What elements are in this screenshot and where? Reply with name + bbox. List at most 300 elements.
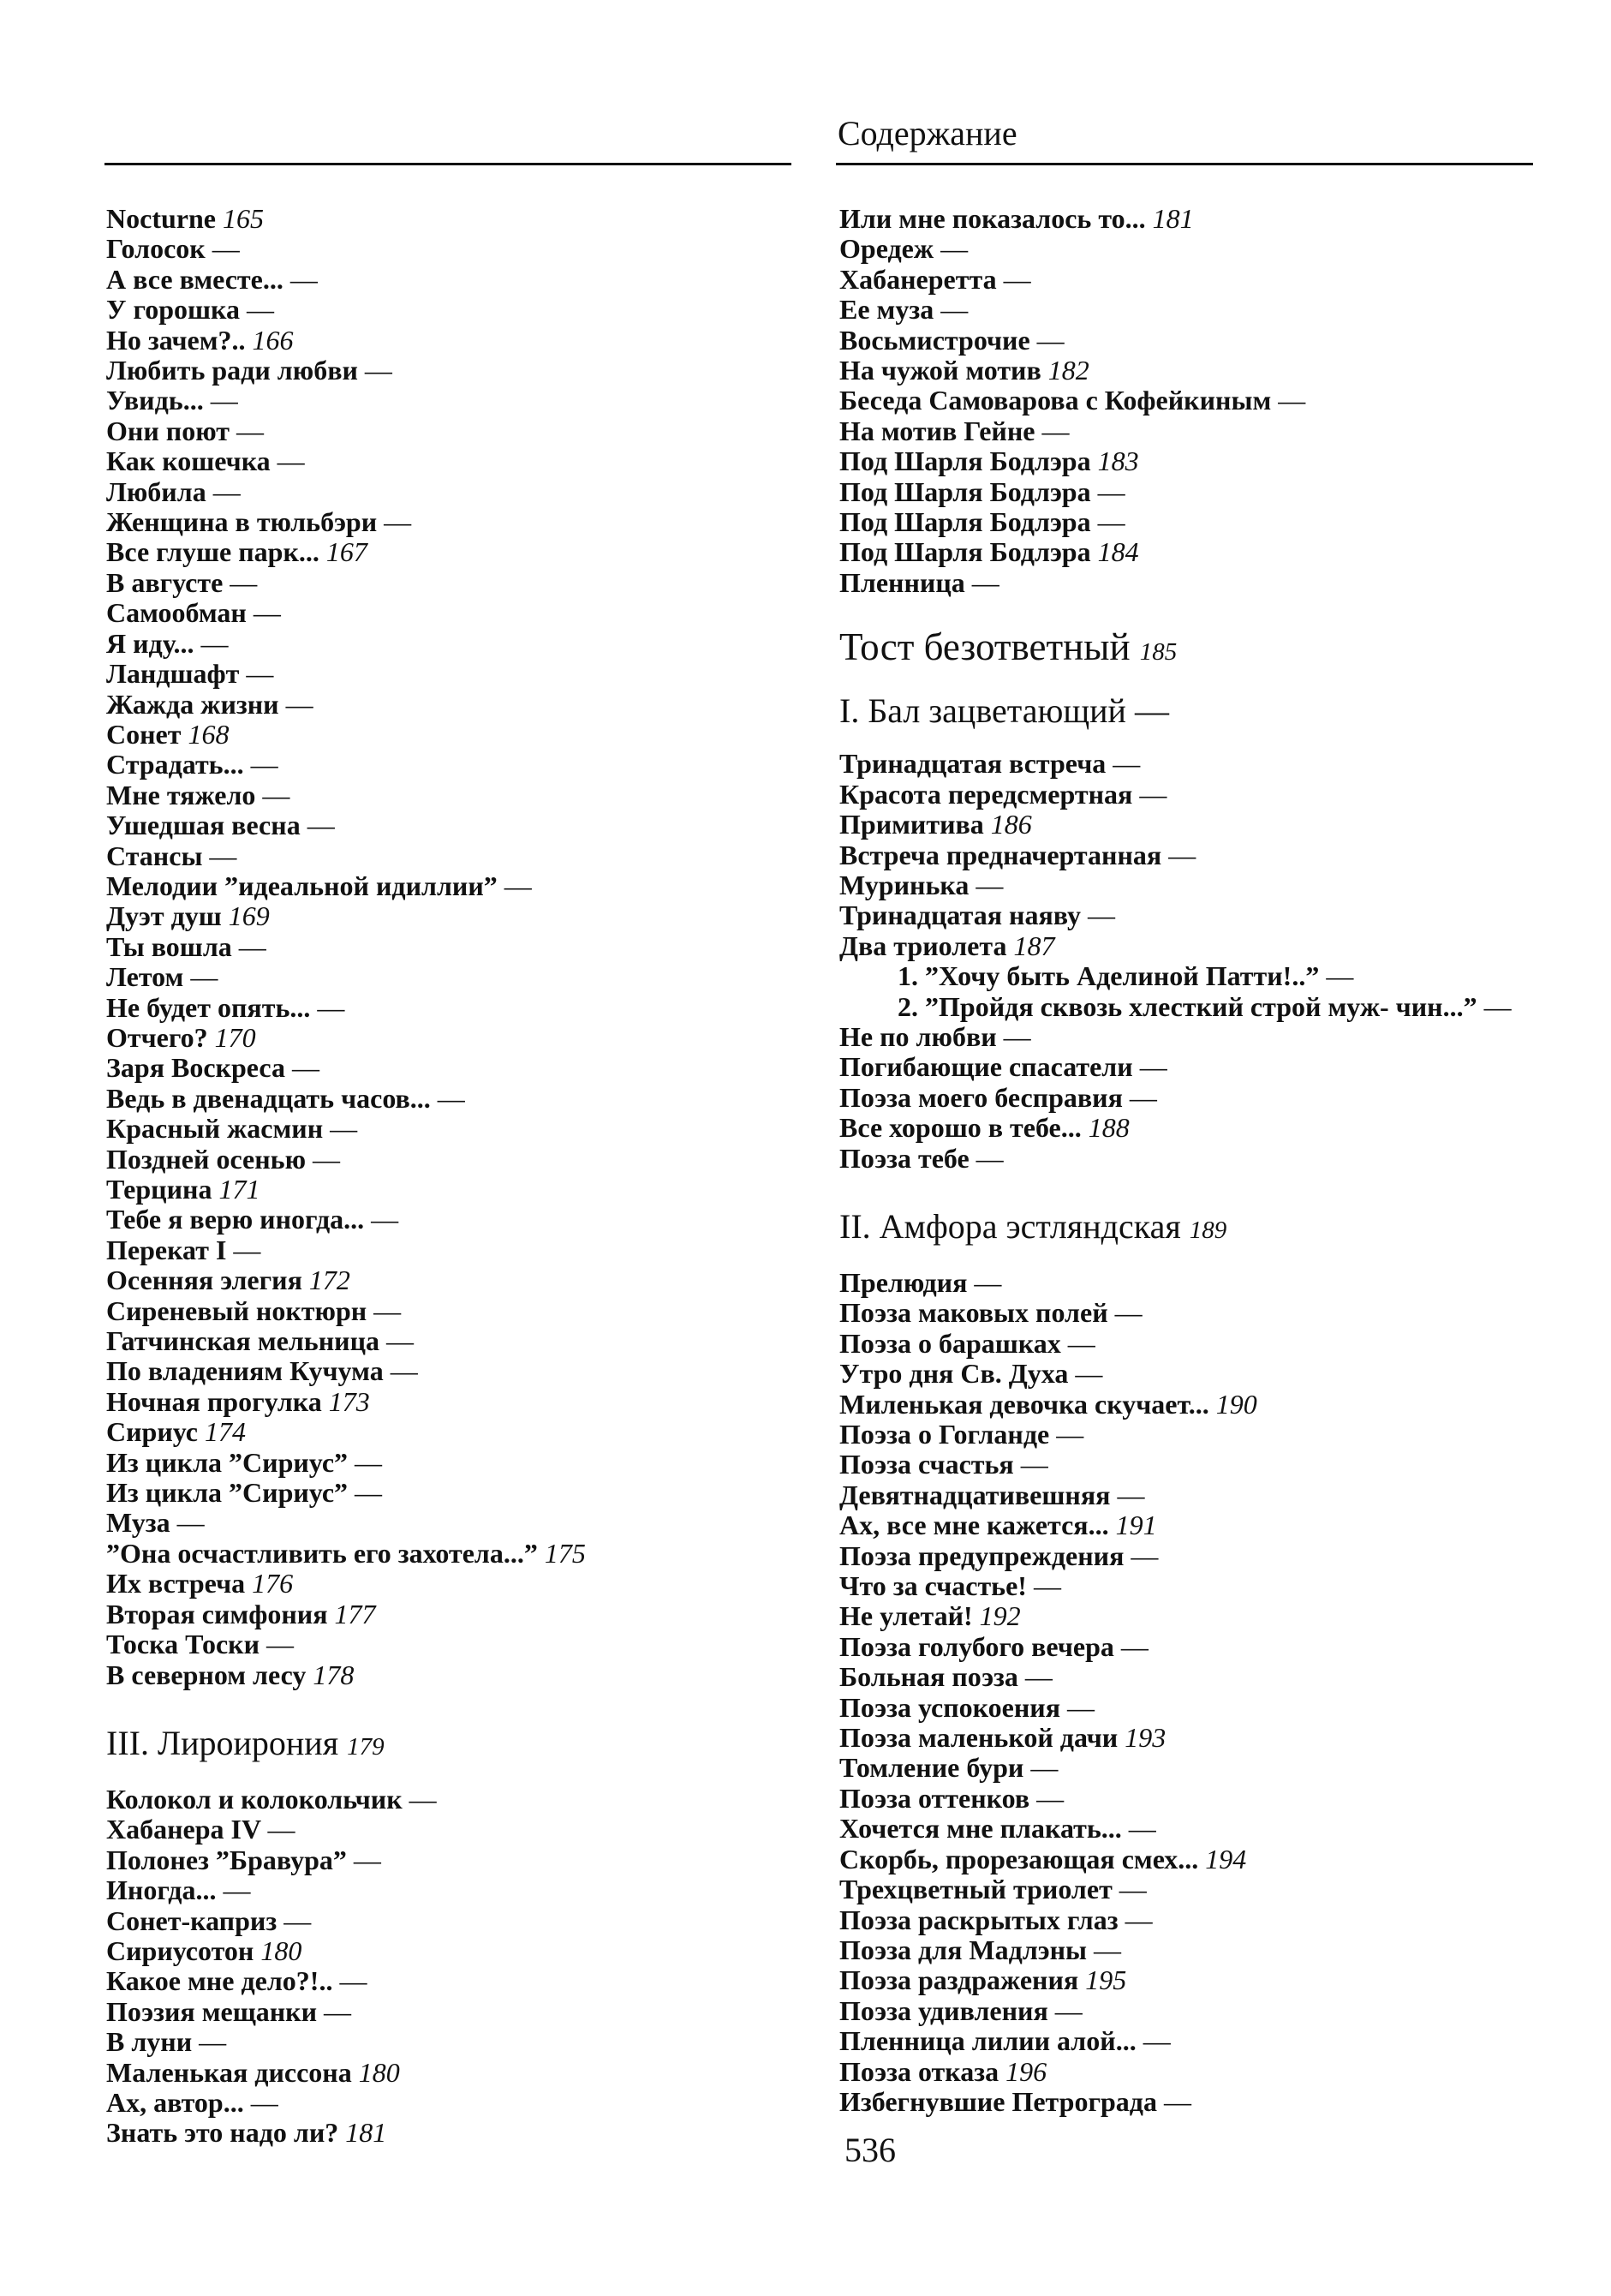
page-dash: — [212,233,240,265]
page-ref: 194 [1205,1843,1247,1874]
toc-entry [106,1906,791,1936]
entry-title-continuation: чин...” [1395,990,1477,1022]
entry-title: В луни [106,2026,193,2058]
entry-title: Из цикла ”Сириус” [106,1477,349,1509]
page-dash: — [1094,1934,1122,1965]
page-ref: 181 [1152,203,1194,234]
entry-title: Хочется мне плакать... [839,1813,1122,1845]
page-dash: — [1041,415,1070,446]
page-dash: — [1134,691,1169,731]
entry-title: На чужой мотив [839,355,1041,386]
toc-entry [839,1662,1533,1692]
entry-title: Беседа Самоварова с Кофейкиным [839,385,1272,416]
toc-section-heading [839,691,1533,732]
toc-entry [106,416,791,446]
entry-title: Красота передсмертная [839,778,1133,810]
page-dash: — [1054,1994,1083,2026]
page-dash: — [250,2086,278,2118]
page-dash: — [223,1874,251,1906]
toc-entry [106,326,791,356]
page-dash: — [1139,778,1167,810]
section-title: II. Амфора эстляндская [839,1206,1181,1246]
page-ref: 180 [358,2056,400,2088]
toc-sub-entry [839,992,1533,1022]
entry-title: Под Шарля Бодлэра [839,445,1091,477]
page-dash: — [364,355,392,386]
toc-entry [839,900,1533,930]
entry-title: Ночная прогулка [106,1385,322,1417]
toc-entry [839,386,1533,416]
page-dash: — [176,1507,205,1539]
page-dash: — [246,658,274,690]
toc-entry [106,1569,791,1599]
toc-left-column [106,204,791,2149]
entry-title: Поэза счастья [839,1449,1014,1480]
page-dash: — [200,627,229,659]
toc-entry [106,1205,791,1235]
entry-title: У горошка [106,294,240,326]
page-dash: — [317,991,345,1023]
page-dash: — [1020,1449,1048,1480]
page-dash: — [504,870,532,901]
entry-title: Дуэт душ [106,900,222,932]
entry-title: Что за счастье! [839,1570,1027,1602]
entry-title: Поэза для Мадлэны [839,1934,1088,1965]
entry-title: Восьмистрочие [839,324,1030,356]
page-dash: — [283,1904,312,1936]
page-dash: — [974,1266,1002,1298]
toc-entry [839,1359,1533,1389]
page-dash: — [199,2026,227,2058]
entry-title: Тебе я верю иногда... [106,1204,365,1235]
entry-title: Тоска Тоски [106,1629,260,1660]
toc-entry [839,1753,1533,1783]
entry-title: На мотив Гейне [839,415,1035,446]
toc-entry [839,1845,1533,1874]
entry-title: Ах, автор... [106,2086,244,2118]
toc-entry [839,568,1533,598]
page-dash: — [233,1234,261,1265]
page-ref: 181 [345,2117,387,2149]
toc-entry [106,1356,791,1386]
toc-entry [106,1539,791,1569]
page-ref: 172 [308,1265,350,1296]
entry-title: Поэзия мещанки [106,1995,318,2027]
toc-entry [106,1478,791,1508]
toc-entry [106,780,791,810]
entry-title: Ушедшая весна [106,810,301,841]
toc-entry [839,1935,1533,1965]
entry-title: Поэза о барашках [839,1327,1061,1359]
toc-entry [106,810,791,840]
entry-title: Муринька [839,869,970,900]
entry-title: Избегнувшие Петрограда [839,2085,1157,2117]
page-ref: 188 [1088,1112,1130,1144]
entry-title: Сонет-каприз [106,1904,277,1936]
page-ref: 182 [1047,355,1089,386]
page-dash: — [1067,1691,1095,1723]
toc-entry [839,1268,1533,1298]
entry-title: Не будет опять... [106,991,311,1023]
toc-entry [839,1814,1533,1844]
page-dash: — [1056,1419,1084,1450]
entry-title: Как кошечка [106,445,271,477]
entry-title: Скорбь, прорезающая смех... [839,1843,1199,1874]
entry-title: Примитива [839,809,984,840]
toc-entry [839,204,1533,234]
section-spacer [106,1690,791,1723]
entry-title: Или мне показалось то... [839,203,1146,234]
page-ref: 191 [1115,1510,1157,1541]
entry-title: Терцина [106,1174,212,1205]
entry-title: Стансы [106,840,203,871]
toc-entry [106,1966,791,1996]
page-ref: 193 [1125,1722,1166,1754]
page-dash: — [210,385,238,416]
entry-title: Сириусотон [106,1934,254,1966]
entry-title: Сиреневый ноктюрн [106,1294,367,1326]
toc-entry [839,1450,1533,1480]
entry-title: Хабанера IV [106,1814,261,1845]
toc-entry [839,1632,1533,1662]
entry-title: Погибающие спасатели [839,1051,1133,1083]
entry-title: Иногда... [106,1874,217,1906]
toc-entry [839,1723,1533,1753]
page-dash: — [437,1082,465,1114]
page-ref: 177 [334,1598,376,1629]
entry-title: Девятнадцативешняя [839,1479,1111,1510]
entry-title: Поэза раздражения [839,1964,1079,1996]
page-number: 536 [844,2131,896,2169]
page-dash: — [1036,1782,1065,1814]
page-dash: — [409,1783,437,1815]
entry-title: Поэза успокоения [839,1691,1061,1723]
page-dash: — [1030,1752,1059,1784]
page-dash: — [390,1355,418,1387]
page-dash: — [289,263,318,295]
page-dash: — [1003,1020,1031,1052]
entry-title: А все вместе... [106,263,283,295]
entry-title: Под Шарля Бодлэра [839,506,1091,538]
entry-title: Страдать... [106,749,244,780]
toc-entry [839,870,1533,900]
toc-entry [839,931,1533,961]
toc-entry [839,840,1533,870]
toc-entry [839,1298,1533,1328]
page-dash: — [373,1294,402,1326]
page-dash: — [1114,1297,1143,1329]
page-dash: — [1168,839,1196,870]
toc-entry [106,932,791,962]
entry-title: Под Шарля Бодлэра [839,475,1091,507]
entry-title: Поэза оттенков [839,1782,1030,1814]
entry-title: Поэза тебе [839,1142,970,1174]
entry-title: Не по любви [839,1020,997,1052]
page-dash: — [1125,1904,1153,1935]
page-ref: 192 [979,1600,1021,1632]
entry-title: 2. ”Пройдя сквозь хлесткий строй муж- [898,990,1389,1022]
page-dash: — [246,294,274,326]
page-ref: 170 [214,1021,256,1053]
entry-title: Ты вошла [106,930,232,962]
toc-entry [106,1997,791,2027]
toc-entry [106,1114,791,1144]
toc-entry [106,598,791,628]
toc-entry [839,1571,1533,1601]
toc-right-column [839,204,1533,2117]
entry-title: Хабанеретта [839,263,997,295]
entry-title: Какое мне дело?!.. [106,1965,333,1997]
toc-entry [106,386,791,416]
entry-title: Они поют [106,415,230,446]
entry-title: Любила [106,475,206,507]
entry-title: Муза [106,1507,170,1539]
page-dash: — [262,779,290,810]
toc-entry [106,1084,791,1114]
toc-entry [106,720,791,750]
entry-title: Знать это надо ли? [106,2117,339,2149]
toc-entry [106,1175,791,1205]
page-dash: — [1003,263,1031,295]
page-dash: — [1131,1540,1159,1571]
toc-entry [106,750,791,780]
page-ref: 180 [260,1934,302,1966]
page-dash: — [1483,990,1512,1022]
toc-entry [106,568,791,598]
toc-entry [106,1023,791,1053]
entry-title: Гатчинская мельница [106,1325,380,1357]
entry-title: Колокол и колокольчик [106,1783,403,1815]
entry-title: Ах, все мне кажется... [839,1510,1109,1541]
toc-entry [106,1815,791,1845]
entry-title: Увидь... [106,385,204,416]
toc-entry [839,1052,1533,1082]
page-ref: 166 [252,324,294,356]
page-dash: — [353,1844,381,1875]
page-dash: — [1097,475,1125,507]
toc-sub-entry [839,961,1533,991]
page-dash: — [266,1629,295,1660]
toc-entry [106,1417,791,1447]
toc-entry [106,993,791,1023]
toc-entry [839,234,1533,264]
page-dash: — [976,1142,1004,1174]
page-dash: — [253,597,281,629]
toc-entry [106,690,791,720]
toc-entry [106,1387,791,1417]
entry-title: Все глуше парк... [106,536,319,568]
entry-title: В августе [106,566,224,598]
entry-title: Под Шарля Бодлэра [839,536,1091,568]
page-dash: — [1278,385,1306,416]
toc-entry [839,416,1533,446]
entry-title: Осенняя элегия [106,1265,302,1296]
toc-entry [106,871,791,901]
entry-title: В северном лесу [106,1659,307,1690]
page-dash: — [1326,960,1354,992]
page-ref: 185 [1139,638,1178,667]
toc-entry [839,1965,1533,1995]
toc-entry [839,2087,1533,2117]
page-ref: 186 [990,809,1032,840]
page-ref: 168 [188,718,230,750]
page-dash: — [1075,1358,1103,1390]
toc-entry [106,1785,791,1815]
entry-title: Поэза удивления [839,1994,1048,2026]
entry-title: Поэза раскрытых глаз [839,1904,1119,1935]
entry-title: Встреча предначертанная [839,839,1162,870]
toc-entry [106,1599,791,1629]
entry-title: Голосок [106,233,206,265]
toc-entry [839,477,1533,507]
page-dash: — [330,1113,358,1145]
entry-title: Перекат I [106,1234,227,1265]
page-dash: — [190,961,218,993]
toc-entry [106,537,791,567]
page-dash: — [1087,900,1115,931]
toc-entry [106,477,791,507]
toc-entry [106,2058,791,2088]
entry-title: Жажда жизни [106,688,279,720]
toc-entry [106,1235,791,1265]
page-ref: 183 [1097,445,1139,477]
entry-title: Поэза предупреждения [839,1540,1125,1571]
entry-title: Ее муза [839,294,934,326]
toc-entry [839,1480,1533,1510]
page-ref: 187 [1013,930,1055,961]
toc-section-heading [839,1206,1533,1251]
toc-entry [839,1083,1533,1113]
toc-entry [106,962,791,992]
page-dash: — [324,1995,352,2027]
toc-entry [839,1022,1533,1052]
entry-title: Мелодии ”идеальной идиллии” [106,870,498,901]
toc-entry [839,749,1533,779]
toc-entry [106,629,791,659]
section-spacer [839,598,1533,624]
entry-title: Женщина в тюльбэри [106,506,378,538]
toc-entry [839,1510,1533,1540]
page-dash: — [1097,506,1125,538]
page-ref: 195 [1085,1964,1127,1996]
toc-entry [839,1996,1533,2026]
entry-title: Маленькая диссона [106,2056,352,2088]
header-rule-right [836,163,1533,165]
toc-entry [106,1265,791,1295]
entry-title: Я иду... [106,627,194,659]
page-dash: — [277,445,305,477]
page-dash: — [285,688,313,720]
toc-entry [839,1420,1533,1450]
page-ref: 174 [205,1416,246,1448]
entry-title: Миленькая девочка скучает... [839,1388,1209,1420]
page-dash: — [971,566,999,598]
page-dash: — [212,475,241,507]
toc-entry [106,1629,791,1659]
toc-entry [839,1390,1533,1420]
entry-title: Вторая симфония [106,1598,328,1629]
page-dash: — [339,1965,367,1997]
entry-title: Мне тяжело [106,779,256,810]
toc-entry [106,1936,791,1966]
entry-title: Поэза маковых полей [839,1297,1108,1329]
entry-title: Полонез ”Бравура” [106,1844,347,1875]
entry-title: Поэза голубого вечера [839,1630,1114,1662]
page-dash: — [236,415,264,446]
entry-title: Nocturne [106,203,216,234]
toc-entry [839,1601,1533,1631]
toc-entry [839,1541,1533,1571]
page-dash: — [1036,324,1065,356]
page-ref: 173 [328,1385,370,1417]
page-dash: — [313,1143,341,1175]
entry-title: Трехцветный триолет [839,1874,1113,1905]
section-title: Тост безответный [839,625,1131,669]
section-title: III. Лироирония [106,1723,339,1762]
page-header: Содержание [838,114,1017,152]
toc-entry [106,1145,791,1175]
toc-entry [839,1693,1533,1723]
toc-entry [839,295,1533,325]
page-dash: — [1120,1630,1149,1662]
page-dash: — [371,1204,399,1235]
toc-entry [839,1784,1533,1814]
page-dash: — [940,294,969,326]
toc-entry [839,326,1533,356]
entry-title: Два триолета [839,930,1007,961]
toc-entry [839,2057,1533,2087]
toc-entry [106,234,791,264]
entry-title: Но зачем?.. [106,324,246,356]
toc-entry [106,446,791,476]
entry-title: Сириус [106,1416,198,1448]
entry-title: ”Она осчастливить его захотела...” [106,1537,538,1569]
page-dash: — [1139,1051,1167,1083]
entry-title: Ландшафт [106,658,240,690]
toc-entry [106,659,791,689]
entry-title: Все хорошо в тебе... [839,1112,1082,1144]
toc-entry [106,1296,791,1326]
entry-title: 1. ”Хочу быть Аделиной Патти!..” [898,960,1320,992]
toc-entry [839,810,1533,840]
toc-entry [106,356,791,386]
entry-title: Летом [106,961,184,993]
page-dash: — [355,1446,383,1478]
page-dash: — [291,1052,319,1084]
entry-title: Самообман [106,597,247,629]
page-dash: — [1128,1813,1156,1845]
toc-entry [839,265,1533,295]
entry-title: Ведь в двенадцать часов... [106,1082,431,1114]
toc-entry [839,1113,1533,1143]
entry-title: Из цикла ”Сириус” [106,1446,349,1478]
toc-entry [106,841,791,871]
page-dash: — [976,869,1004,900]
page-dash: — [384,506,412,538]
page-dash: — [386,1325,415,1357]
entry-title: По владениям Кучума [106,1355,384,1387]
toc-section-heading [839,624,1533,675]
toc-entry [106,265,791,295]
toc-entry [106,1326,791,1356]
entry-title: Больная поэза [839,1661,1018,1693]
entry-title: Не улетай! [839,1600,973,1632]
entry-title: Поэза отказа [839,2055,999,2087]
page-ref: 179 [347,1732,385,1761]
toc-entry [839,780,1533,810]
entry-title: Утро дня Св. Духа [839,1358,1069,1390]
entry-title: Пленница [839,566,965,598]
